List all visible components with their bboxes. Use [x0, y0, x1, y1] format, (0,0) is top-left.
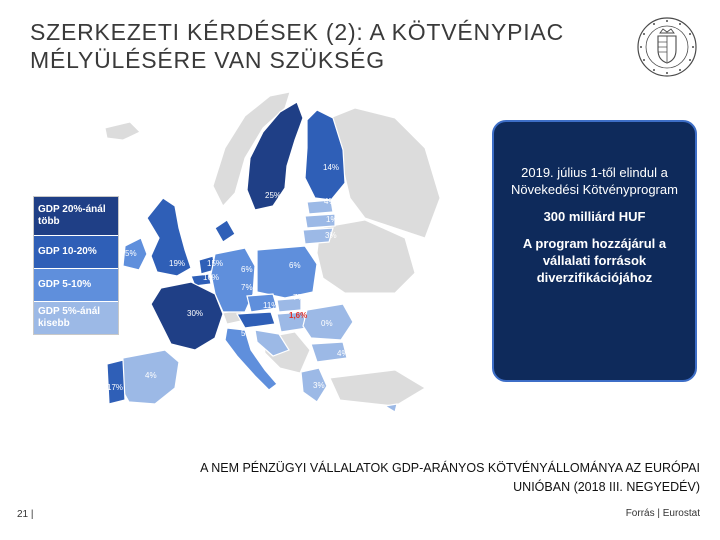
map-value-label: 7%	[241, 283, 253, 292]
central-bank-seal-icon	[636, 16, 698, 78]
map-value-label: 14%	[323, 163, 340, 172]
denmark-region	[215, 220, 235, 242]
poland-region	[257, 246, 317, 298]
map-value-label: 15%	[207, 259, 224, 268]
turkey-region	[330, 370, 425, 406]
legend-item-5-10: GDP 5-10%	[34, 268, 118, 301]
program-amount-text: 300 milliárd HUF	[543, 209, 646, 224]
page-title: SZERKEZETI KÉRDÉSEK (2): A KÖTVÉNYPIAC MÉLYÜLÉSÉRE VAN SZÜKSÉG	[30, 19, 564, 73]
legend-item-over-20: GDP 20%-ánál több	[34, 197, 118, 235]
map-value-label: 4%	[324, 197, 336, 206]
legend-item-under-5: GDP 5%-ánál kisebb	[34, 301, 118, 334]
map-value-label: 4%	[337, 349, 349, 358]
portugal-region	[107, 360, 125, 404]
map-value-label: 11%	[263, 301, 279, 310]
russia-region	[330, 108, 440, 238]
map-value-label: 3%	[313, 381, 325, 390]
map-value-label: 4%	[145, 371, 157, 380]
growth-bond-program-box	[492, 120, 697, 382]
iceland-region	[105, 122, 140, 140]
map-value-label: 6%	[289, 261, 301, 270]
map-value-label: 19%	[169, 259, 186, 268]
program-purpose-text: A program hozzájárul a vállalati források diverzifikációjához	[522, 236, 667, 285]
map-caption: A NEM PÉNZÜGYI VÁLLALATOK GDP-ARÁNYOS KÖTVÉNYÁLLOMÁNYA AZ EURÓPAI UNIÓBAN (2018 III. NEGYEDÉV)	[200, 461, 700, 494]
europe-map	[95, 88, 495, 418]
source-note: Forrás | Eurostat	[625, 508, 700, 519]
map-value-label: 1%	[326, 215, 338, 224]
page-number: 21 |	[17, 509, 34, 520]
program-launch-text: 2019. július 1-től elindul a Növekedési Kötvényprogram	[511, 165, 678, 197]
map-value-label: 17%	[107, 383, 124, 392]
map-value-label: 16%	[203, 273, 220, 282]
map-value-label: 25%	[265, 191, 282, 200]
map-value-label: 3%	[325, 231, 337, 240]
map-value-label: 0%	[321, 319, 333, 328]
legend-item-10-20: GDP 10-20%	[34, 235, 118, 268]
map-value-label: 30%	[187, 309, 204, 318]
map-value-label: 5%	[125, 249, 137, 258]
map-value-label: 5%	[241, 329, 253, 338]
map-value-label: 7%	[293, 293, 305, 302]
map-value-label: 6%	[241, 265, 253, 274]
map-value-label: 1,6%	[289, 311, 308, 320]
cyprus-region	[385, 404, 397, 412]
austria-region	[237, 312, 275, 328]
